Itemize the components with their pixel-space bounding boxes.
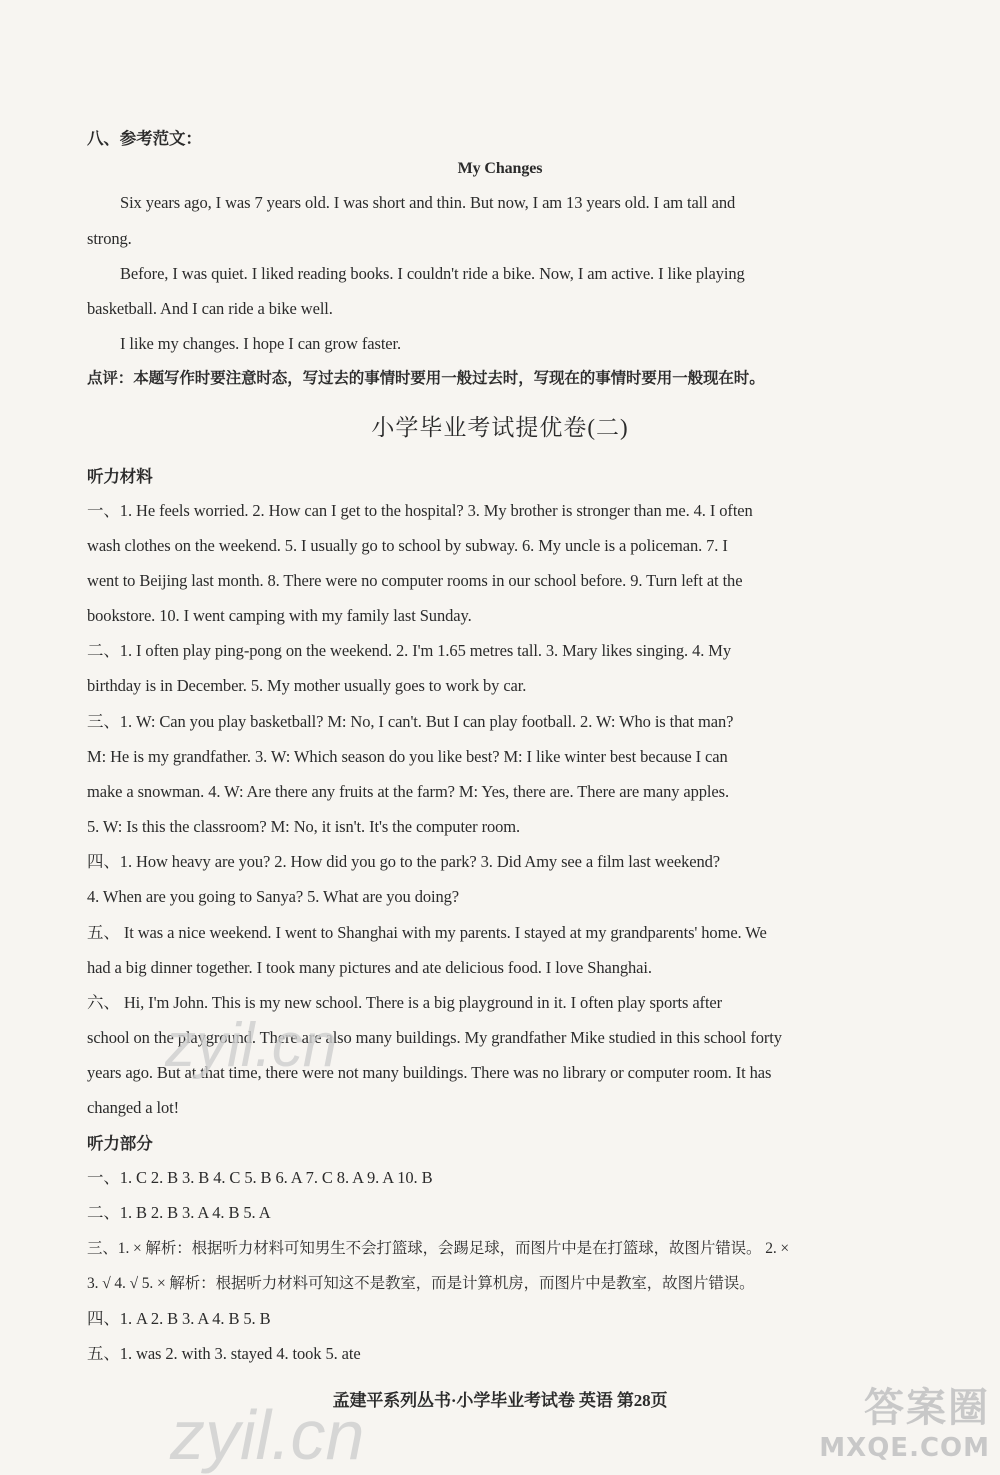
answer-line: 3. √ 4. √ 5. × 解析：根据听力材料可知这不是教室，而是计算机房，而图片中是教室，故图片错误。 <box>87 1275 755 1292</box>
essay-paragraph-1a: Six years ago, I was 7 years old. I was short and thin. But now, I am 13 years old. I am tall and <box>120 193 736 212</box>
essay-title: My Changes <box>457 160 543 177</box>
listening-material-heading: 听力材料 <box>87 467 153 486</box>
material-line: 5. W: Is this the classroom? M: No, it isn't. It's the computer room. <box>87 817 521 836</box>
watermark-mid: zyil.cn <box>165 1011 338 1080</box>
answer-line: 一、1. C 2. B 3. B 4. C 5. B 6. A 7. C 8. A 9. A 10. B <box>87 1168 433 1187</box>
material-line: 二、1. I often play ping-pong on the weekend. 2. I'm 1.65 metres tall. 3. Mary likes singing. 4. My <box>87 641 732 660</box>
watermark-logo: 答案圈 <box>864 1385 990 1431</box>
watermark-bottom: zyil.cn <box>170 1396 365 1474</box>
material-line: birthday is in December. 5. My mother usually goes to work by car. <box>87 676 527 695</box>
answer-line: 二、1. B 2. B 3. A 4. B 5. A <box>87 1203 271 1222</box>
section-heading-8: 八、参考范文： <box>87 129 202 148</box>
material-line: wash clothes on the weekend. 5. I usually go to school by subway. 6. My uncle is a policeman. 7. I <box>87 536 728 555</box>
watermark-corner <box>819 1376 990 1463</box>
answer-line: 五、1. was 2. with 3. stayed 4. took 5. ate <box>87 1344 361 1363</box>
exam-title: 小学毕业考试提优卷(二) <box>371 415 629 440</box>
material-line: 一、1. He feels worried. 2. How can I get to the hospital? 3. My brother is stronger than me. 4. I often <box>87 501 753 520</box>
essay-paragraph-2a: Before, I was quiet. I liked reading books. I couldn't ride a bike. Now, I am active. I like playing <box>120 264 745 283</box>
material-line: years ago. But at that time, there were not many buildings. There was no library or computer room. It has <box>87 1063 772 1082</box>
essay-comment: 点评：本题写作时要注意时态，写过去的事情时要用一般过去时，写现在的事情时要用一般现在时。 <box>87 370 765 387</box>
material-line: 4. When are you going to Sanya? 5. What are you doing? <box>87 887 460 906</box>
material-line: went to Beijing last month. 8. There were no computer rooms in our school before. 9. Turn left at the <box>87 571 743 590</box>
watermark-url: MXQE.COM <box>819 1433 990 1463</box>
essay-paragraph-1b: strong. <box>87 229 132 248</box>
material-line: M: He is my grandfather. 3. W: Which season do you like best? M: I like winter best because I can <box>87 747 728 766</box>
answer-line: 三、1. × 解析：根据听力材料可知男生不会打篮球，会踢足球，而图片中是在打篮球，故图片错误。 2. × <box>87 1240 790 1257</box>
material-line: 六、 Hi, I'm John. This is my new school. There is a big playground in it. I often play sports after <box>87 993 723 1012</box>
material-line: make a snowman. 4. W: Are there any fruits at the farm? M: Yes, there are. There are many apples. <box>87 782 729 801</box>
material-line: had a big dinner together. I took many pictures and ate delicious food. I love Shanghai. <box>87 958 652 977</box>
listening-answers-heading: 听力部分 <box>87 1134 153 1153</box>
material-line: school on the playground. There are also many buildings. My grandfather Mike studied in this school forty <box>87 1028 782 1047</box>
material-line: changed a lot! <box>87 1098 180 1117</box>
essay-paragraph-3: I like my changes. I hope I can grow faster. <box>120 334 402 353</box>
material-line: bookstore. 10. I went camping with my family last Sunday. <box>87 606 472 625</box>
essay-paragraph-2b: basketball. And I can ride a bike well. <box>87 299 333 318</box>
material-line: 三、1. W: Can you play basketball? M: No, I can't. But I can play football. 2. W: Who is that man? <box>87 712 734 731</box>
page-footer: 孟建平系列丛书·小学毕业考试卷 英语 第28页 <box>332 1391 668 1410</box>
material-line: 五、 It was a nice weekend. I went to Shanghai with my parents. I stayed at my grandparents' home. We <box>87 923 767 942</box>
material-line: 四、1. How heavy are you? 2. How did you go to the park? 3. Did Amy see a film last weekend? <box>87 852 720 871</box>
answer-line: 四、1. A 2. B 3. A 4. B 5. B <box>87 1309 271 1328</box>
